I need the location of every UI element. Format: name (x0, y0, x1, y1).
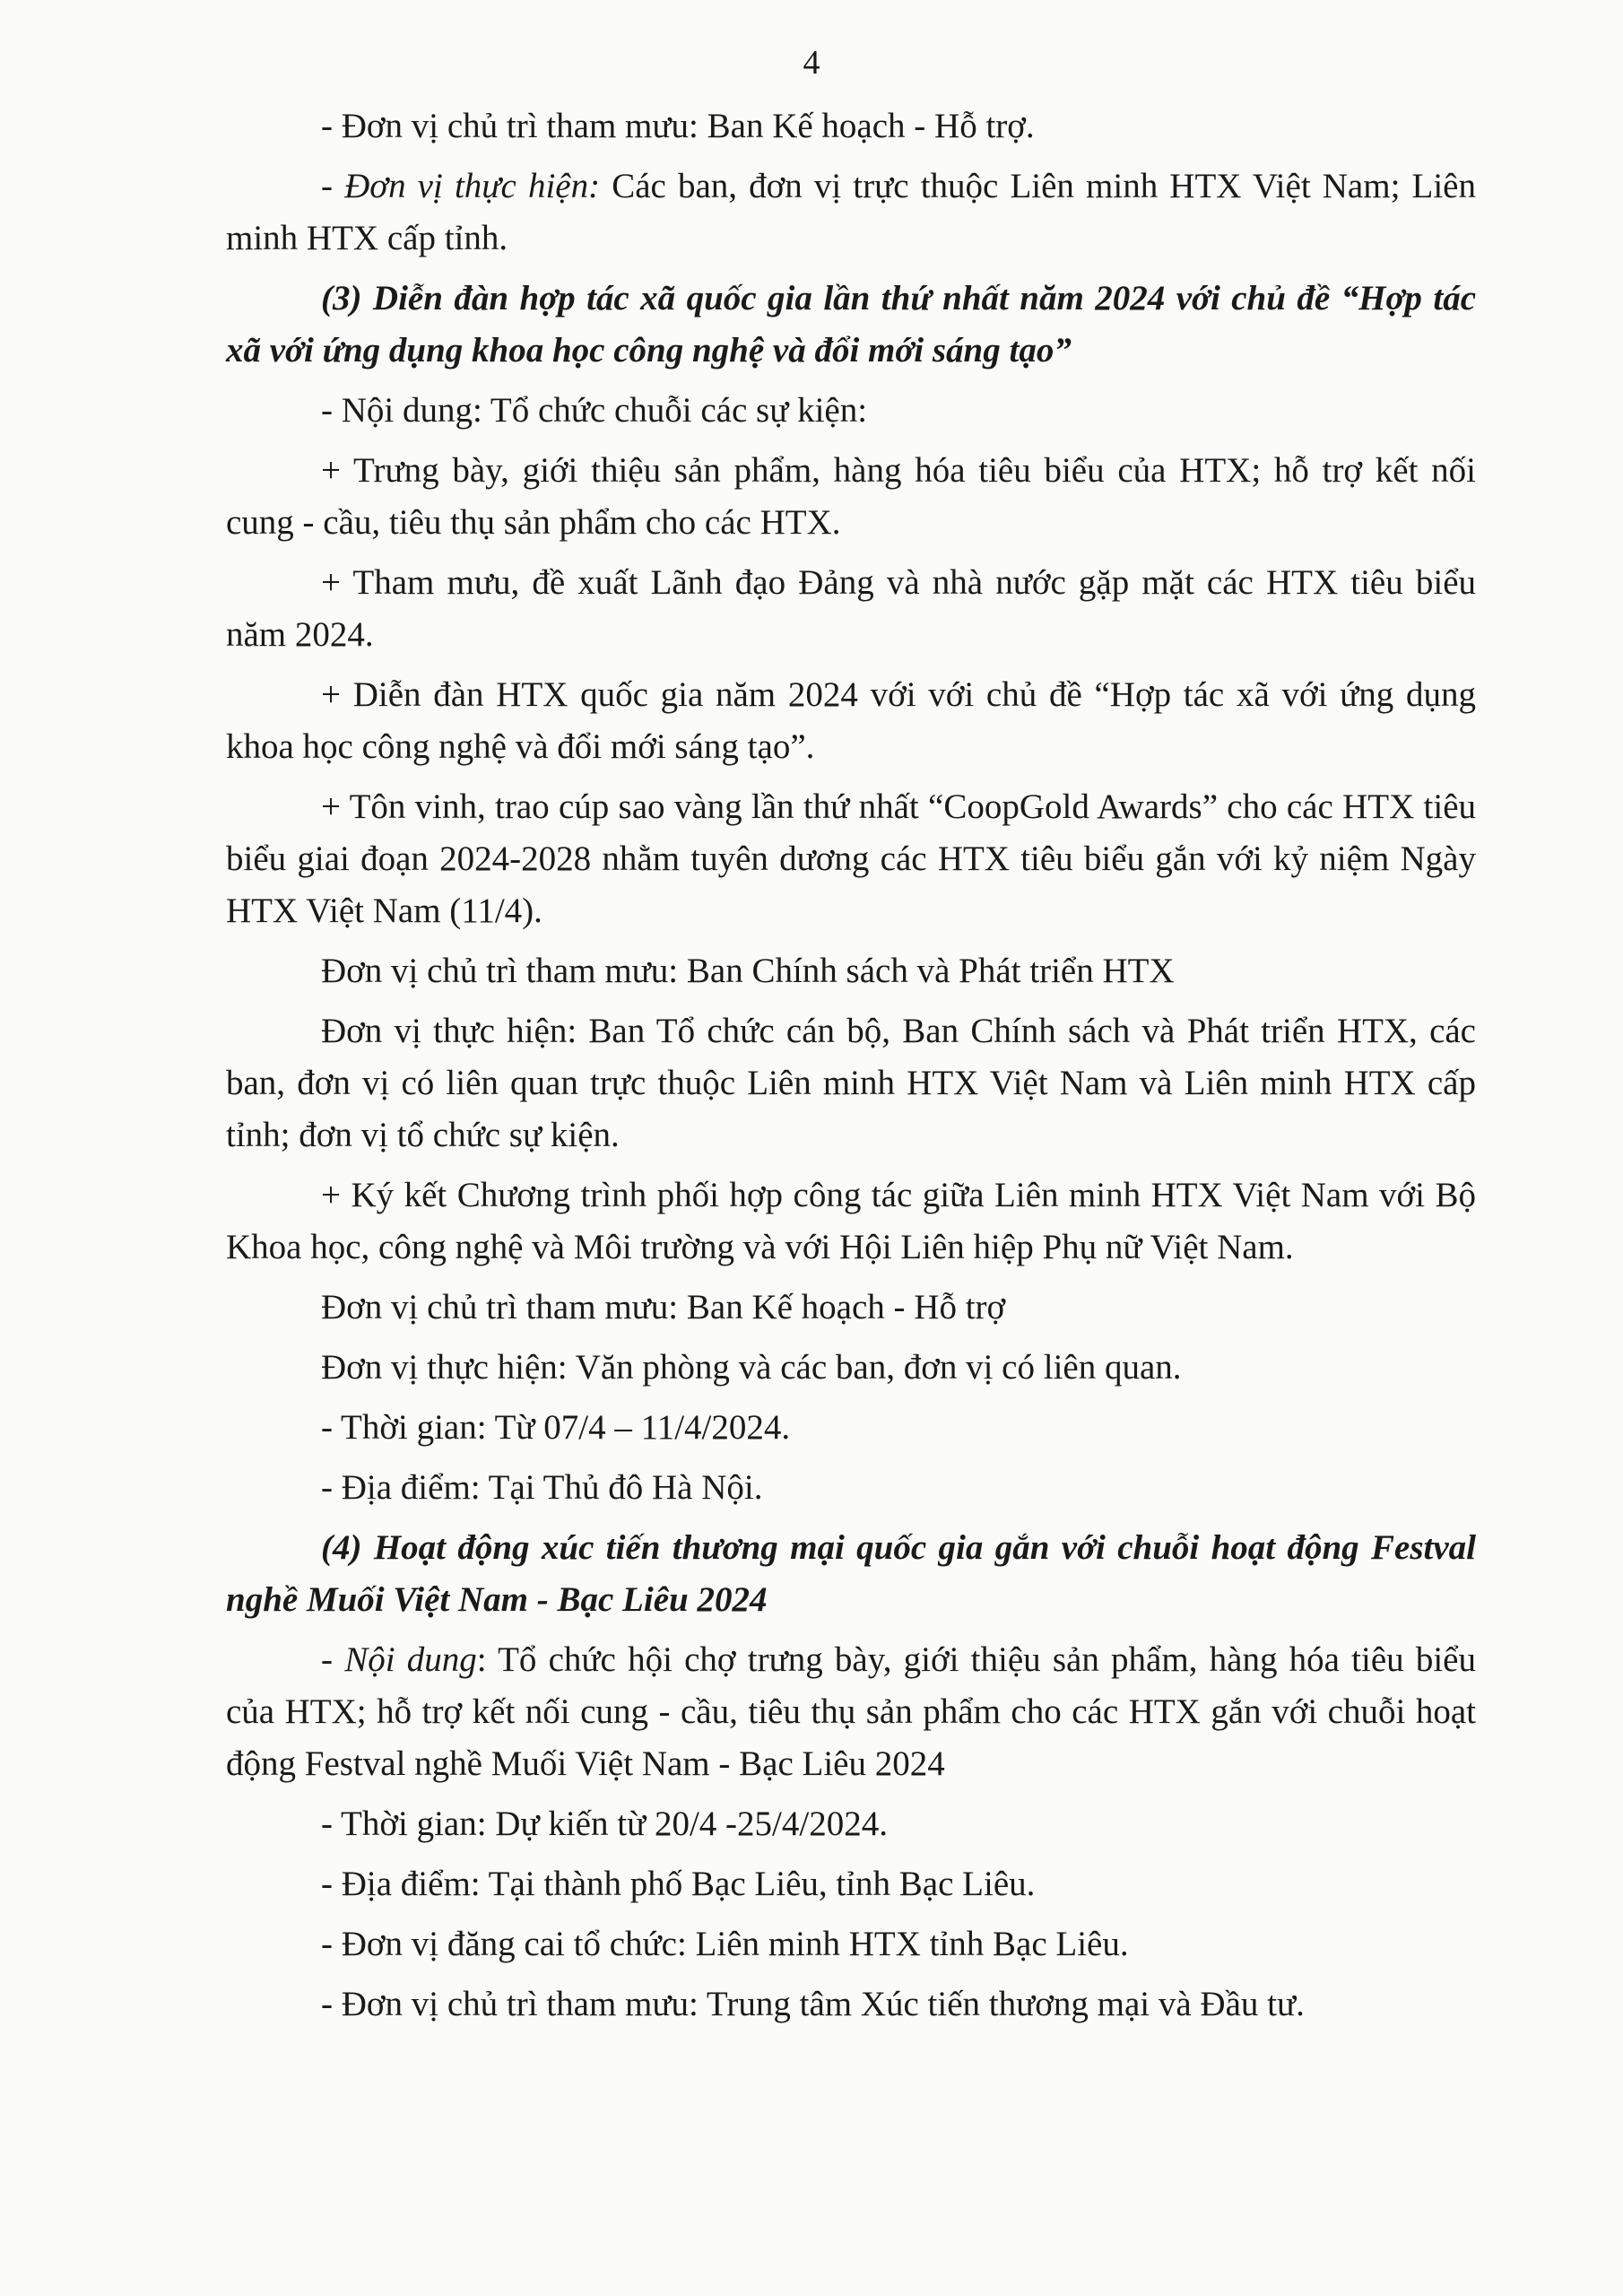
paragraph: Đơn vị thực hiện: Ban Tổ chức cán bộ, Ban Chính sách và Phát triển HTX, các ban, đơn vị có liên quan trực thuộc Liên minh HTX Việt Nam và Liên minh HTX cấp tỉnh; đơn vị tổ chức sự kiện. (226, 1012, 1476, 1154)
paragraph: - Địa điểm: Tại thành phố Bạc Liêu, tỉnh Bạc Liêu. (321, 1865, 1036, 1903)
paragraph-implementing-unit (226, 161, 1476, 265)
section-heading-4: (4) Hoạt động xúc tiến thương mại quốc gia gắn với chuỗi hoạt động Festval nghề Muối Việt Nam - Bạc Liêu 2024 (226, 1528, 1476, 1619)
paragraph-text: Các ban, đơn vị trực thuộc Liên minh HTX Việt Nam; Liên minh HTX cấp tỉnh. (226, 167, 1476, 257)
paragraph: Đơn vị chủ trì tham mưu: Ban Kế hoạch - Hỗ trợ (321, 1288, 1006, 1326)
page-number: 4 (803, 44, 820, 82)
paragraph-text: Ban Kế hoạch - Hỗ trợ. (698, 107, 1035, 145)
paragraph-content (226, 1634, 1476, 1790)
paragraph-label-italic: - Nội dung (321, 1640, 477, 1679)
paragraph: + Trưng bày, giới thiệu sản phẩm, hàng hóa tiêu biểu của HTX; hỗ trợ kết nối cung - cầu, tiêu thụ sản phẩm cho các HTX. (226, 451, 1476, 542)
paragraph: - Nội dung: Tổ chức chuỗi các sự kiện: (321, 391, 868, 430)
paragraph: + Diễn đàn HTX quốc gia năm 2024 với với chủ đề “Hợp tác xã với ứng dụng khoa học công nghệ và đổi mới sáng tạo”. (226, 675, 1476, 766)
paragraph: + Tôn vinh, trao cúp sao vàng lần thứ nhất “CoopGold Awards” cho các HTX tiêu biểu giai đoạn 2024-2028 nhằm tuyên dương các HTX tiêu biểu gắn với kỷ niệm Ngày HTX Việt Nam (11/4). (226, 787, 1476, 930)
paragraph-label-italic: - Đơn vị thực hiện: (321, 167, 601, 205)
paragraph-lead-unit (226, 100, 1476, 152)
paragraph-label: - Đơn vị chủ trì tham mưu: (321, 107, 699, 145)
paragraph: - Đơn vị đăng cai tổ chức: Liên minh HTX tỉnh Bạc Liêu. (321, 1925, 1129, 1963)
paragraph: - Thời gian: Từ 07/4 – 11/4/2024. (321, 1408, 791, 1447)
paragraph: Đơn vị thực hiện: Văn phòng và các ban, đơn vị có liên quan. (321, 1348, 1182, 1387)
paragraph: - Địa điểm: Tại Thủ đô Hà Nội. (321, 1468, 763, 1507)
paragraph: Đơn vị chủ trì tham mưu: Ban Chính sách và Phát triển HTX (321, 952, 1175, 990)
paragraph: + Ký kết Chương trình phối hợp công tác giữa Liên minh HTX Việt Nam với Bộ Khoa học, công nghệ và Môi trường và với Hội Liên hiệp Phụ nữ Việt Nam. (226, 1176, 1476, 1266)
paragraph: - Đơn vị chủ trì tham mưu: Trung tâm Xúc tiến thương mại và Đầu tư. (321, 1985, 1305, 2023)
paragraph: - Thời gian: Dự kiến từ 20/4 -25/4/2024. (321, 1805, 888, 1843)
document-body (226, 100, 1476, 2039)
paragraph: + Tham mưu, đề xuất Lãnh đạo Đảng và nhà nước gặp mặt các HTX tiêu biểu năm 2024. (226, 563, 1476, 654)
paragraph-text: : Tổ chức hội chợ trưng bày, giới thiệu sản phẩm, hàng hóa tiêu biểu của HTX; hỗ trợ kết nối cung - cầu, tiêu thụ sản phẩm cho các HTX gắn với chuỗi hoạt động Festval nghề Muối Việt Nam - Bạc Liêu 2024 (226, 1640, 1476, 1783)
section-heading-3: (3) Diễn đàn hợp tác xã quốc gia lần thứ nhất năm 2024 với chủ đề “Hợp tác xã với ứng dụng khoa học công nghệ và đổi mới sáng tạo” (226, 279, 1476, 370)
